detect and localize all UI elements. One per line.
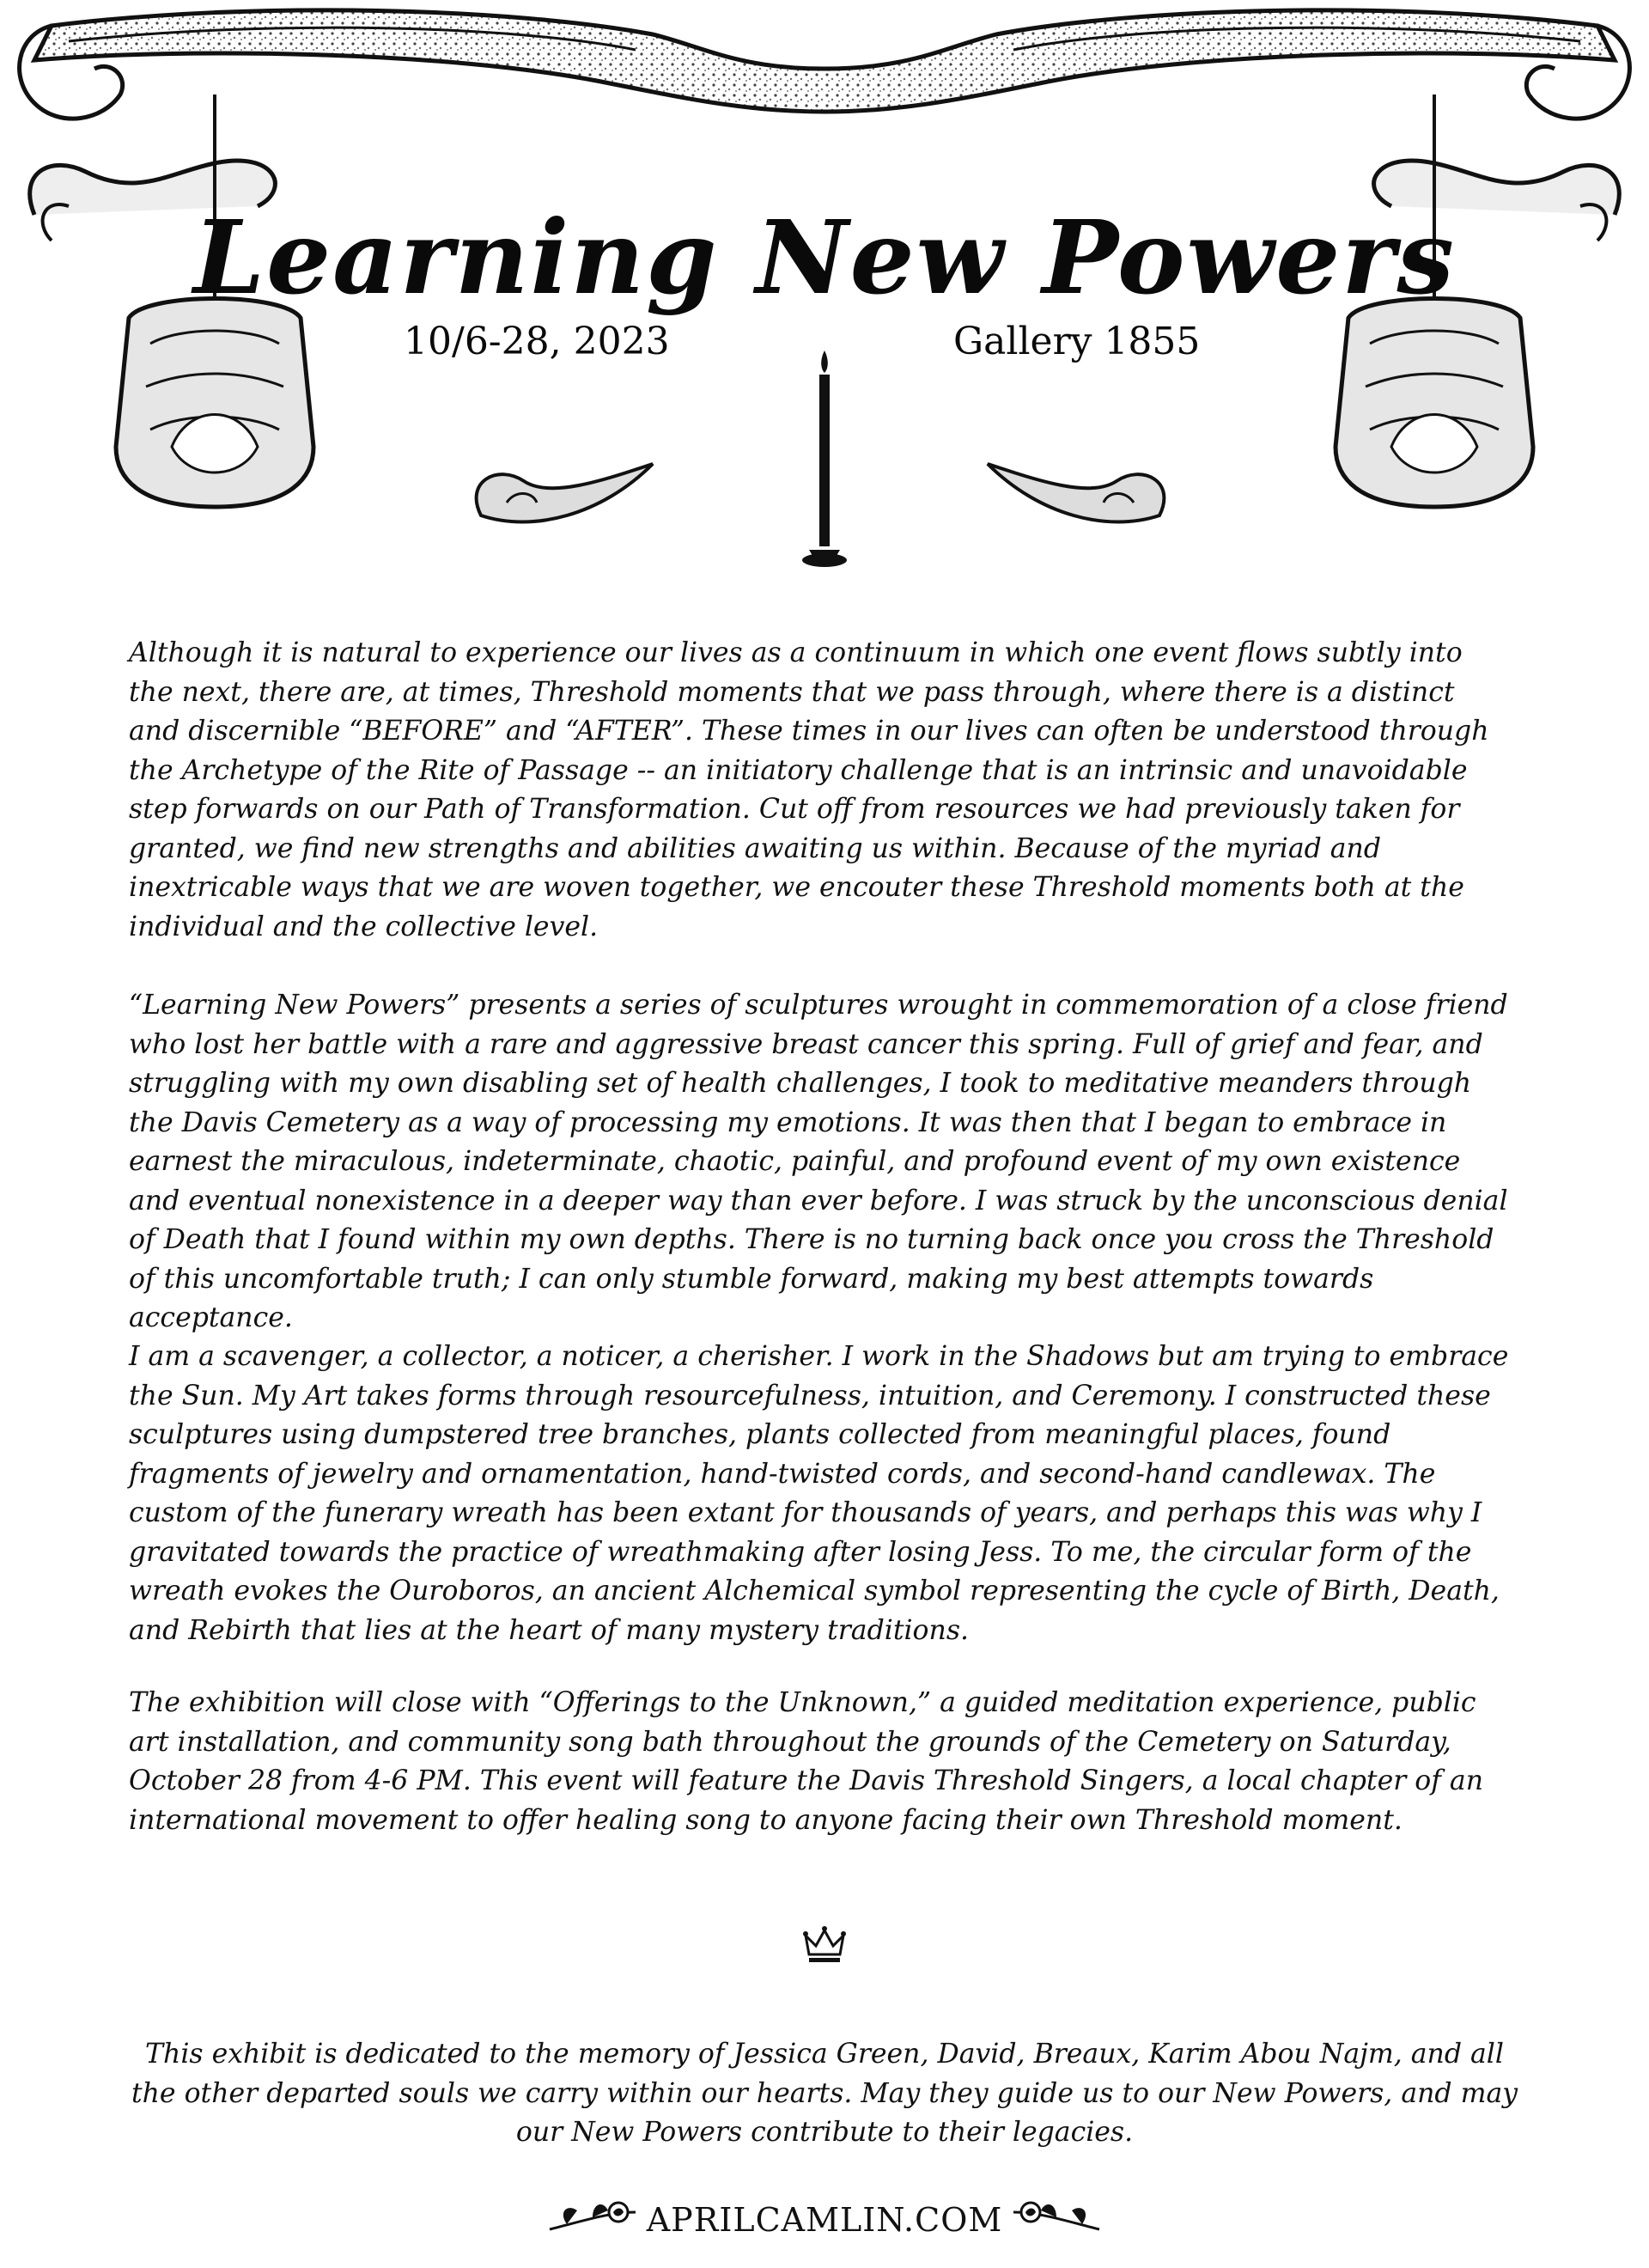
hanging-lantern-icon bbox=[116, 299, 313, 508]
body-paragraph: The exhibition will close with “Offerings to the Unknown,” a guided meditation experience, public art installation, and community song bath throughout the grounds of the Cemetery on Saturday, October 28 from 4-6 PM. This event will feature the Davis Threshold Singers, a local chapter of an international movement to offer healing song to anyone facing their own Threshold moment. bbox=[129, 1687, 1483, 1836]
website-link[interactable]: APRILCAMLIN.COM bbox=[646, 2201, 1003, 2239]
candle-icon bbox=[802, 351, 847, 567]
body-paragraph: I am a scavenger, a collector, a noticer, a cherisher. I work in the Shadows but am trying to embrace the Sun. My Art takes forms through resourcefulness, intuition, and Ceremony. I constructed these sculptures using dumpstered tree branches, plants collected from meaningful places, found fragments of jewelry and ornamentation, hand-twisted cords, and second-hand candlewax. The custom of the funerary wreath has been extant for thousands of years, and perhaps this was why I gravitated towards the practice of wreathmaking after losing Jess. To me, the circular form of the wreath evokes the Ouroboros, an ancient Alchemical symbol representing the cycle of Birth, Death, and Rebirth that lies at the heart of many mystery traditions. bbox=[129, 1341, 1509, 1646]
dedication-text: This exhibit is dedicated to the memory of Jessica Green, David, Breaux, Karim Abou Najm, and all the other departed souls we carry within our hearts. May they guide us to our New Powers, and may our New Powers contribute to their legacies. bbox=[131, 2039, 1518, 2148]
body-paragraph: Although it is natural to experience our lives as a continuum in which one event flows subtly into the next, there are, at times, Threshold moments that we pass through, where there is a distinct and discernible “BEFORE” and “AFTER”. These times in our lives can often be understood through the Archetype of the Rite of Passage -- an initiatory challenge that is an intrinsic and unavoidable step forwards on our Path of Transformation. Cut off from resources we had previously taken for granted, we find new strengths and abilities awaiting us within. Because of the myriad and inextricable ways that we are woven together, we encouter these Threshold moments both at the individual and the collective level. bbox=[129, 637, 1489, 942]
crown-icon bbox=[799, 1920, 850, 1972]
hanging-lantern-icon bbox=[1336, 299, 1533, 508]
page-title: Learning New Powers bbox=[193, 198, 1456, 317]
exhibit-venue: Gallery 1855 bbox=[953, 320, 1201, 363]
body-paragraph: “Learning New Powers” presents a series of sculptures wrought in commemoration of a close friend who lost her battle with a rare and aggressive breast cancer this spring. Full of grief and fear, and struggling with my own disabling set of health challenges, I took to meditative meanders through the Davis Cemetery as a way of processing my emotions. It was then that I began to embrace in earnest the miraculous, indeterminate, chaotic, painful, and profound event of my own existence and eventual nonexistence in a deeper way than ever before. I was struck by the unconscious denial of Death that I found within my own depths. There is no turning back once you cross the Threshold of this uncomfortable truth; I can only stumble forward, making my best attempts towards acceptance. bbox=[129, 990, 1508, 1333]
exhibit-dates: 10/6-28, 2023 bbox=[404, 320, 670, 363]
